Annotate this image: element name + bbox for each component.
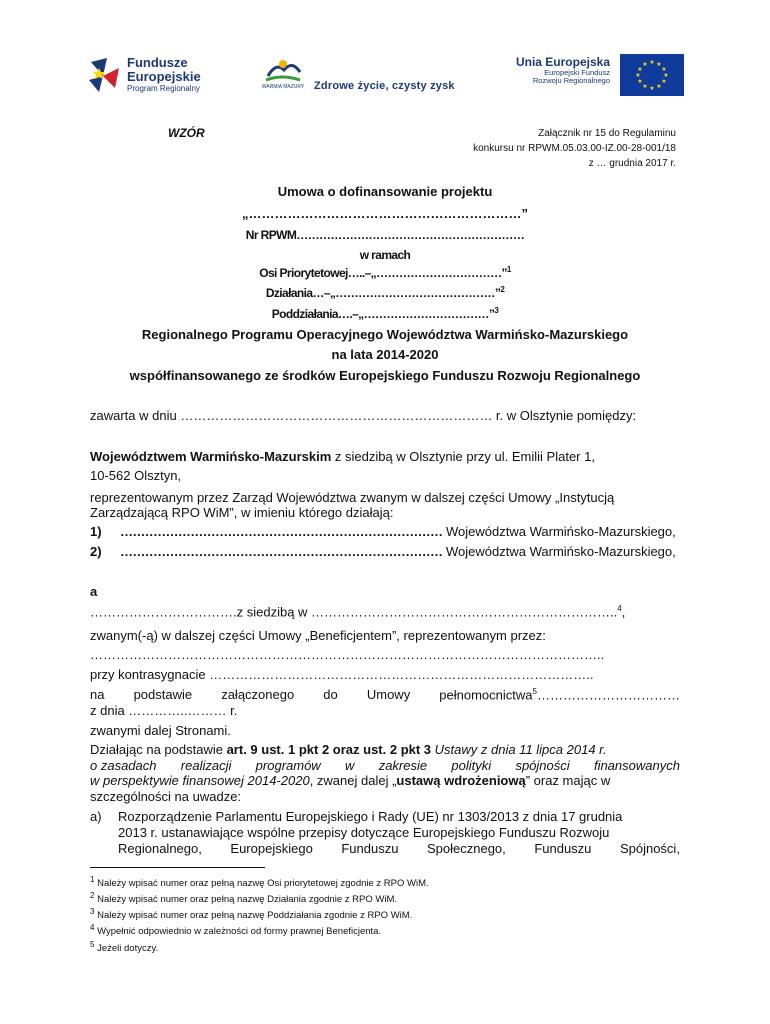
svg-text:★: ★	[661, 78, 667, 85]
title-poddzialanie: Poddziałania….–„……………………………”$^3$	[271, 306, 499, 321]
annex-line1: Załącznik nr 15 do Regulaminu	[538, 128, 676, 139]
eu-name: Unia Europejska	[515, 55, 610, 69]
svg-text:★: ★	[663, 72, 669, 79]
footnote-2: $^2$ Należy wpisać numer oraz pełną nazwę Działania zgodnie z RPO WiM.	[90, 891, 397, 906]
title-program: Regionalnego Programu Operacyjnego Województwa Warmińsko-Mazurskiego	[141, 327, 629, 342]
svg-text:★: ★	[637, 78, 643, 85]
item-a-line1: Rozporządzenie Parlamentu Europejskiego i Rady (UE) nr 1303/2013 z dnia 17 grudnia	[118, 809, 623, 824]
footnotes	[90, 874, 429, 955]
wzor-label: WZÓR	[168, 126, 205, 140]
svg-text:★: ★	[661, 66, 667, 73]
footnote-5: $^5$ Jeżeli dotyczy.	[90, 939, 159, 954]
svg-text:★: ★	[635, 72, 641, 79]
title-project-name: „………………………………………………………”	[242, 206, 528, 221]
annex-note	[420, 126, 676, 171]
title-dzialanie: Działania…–„……………………………………”$^2$	[265, 285, 505, 300]
eu-logo	[498, 54, 688, 96]
footnote-4: $^4$ Wypełnić odpowiednio w zależności od formy prawnej Beneficjenta.	[90, 923, 382, 938]
funds-name: Fundusze Europejskie	[127, 55, 201, 84]
strony-line: zwanymi dalej Stronami.	[90, 723, 231, 738]
item-a-line3: Regionalnego, Europejskiego Funduszu Społecznego, Funduszu Spójności,	[118, 841, 680, 856]
fundusze-europejskie-mark-icon	[85, 54, 123, 94]
representative-dots: ………………………………………………………………………………………………………..	[90, 647, 605, 662]
pelnomocnictwo-line: na podstawie załączonego do Umowy pełnomocnictwa$^5$……………………………	[90, 687, 680, 703]
item-a-line2: 2013 r. ustanawiające wspólne przepisy dotyczące Europejskiego Funduszu Rozwoju	[118, 825, 610, 840]
dzialajac-line3: w perspektywie finansowej 2014-2020, zwanej dalej „ustawą wdrożeniową” oraz mając w	[90, 773, 611, 788]
svg-text:★: ★	[637, 66, 643, 73]
annex-line3: z … grudnia 2017 r.	[588, 158, 676, 169]
title-years: na lata 2014-2020	[331, 347, 439, 362]
kontrasygnata-line: przy kontrasygnacie ……………………………………………………………………………..	[90, 667, 594, 682]
party1-repr-line1: reprezentowanym przez Zarząd Województwa zwanym w dalszej części Umowy „Instytucją	[90, 490, 615, 505]
svg-text:★: ★	[642, 61, 648, 68]
item-a-number: a)	[90, 809, 102, 824]
warmia-mazury-logo	[262, 56, 472, 96]
dzialajac-line2: o zasadach realizacji programów w zakresie polityki spójności finansowanych	[90, 758, 680, 773]
eu-fund-line1: Europejski Fundusz	[544, 68, 610, 78]
svg-text:★: ★	[642, 83, 648, 90]
footnote-3: $^3$ Należy wpisać numer oraz pełną nazwę Poddziałania zgodnie z RPO WiM.	[90, 907, 413, 922]
svg-text:★: ★	[656, 83, 662, 90]
party1-line: Województwem Warmińsko-Mazurskim z siedzibą w Olsztynie przy ul. Emilii Plater 1,	[90, 449, 595, 464]
logo-bar	[0, 48, 770, 104]
party2-seat-line: …………………………….z siedzibą w ……………………………………………………………..$^4$,	[90, 604, 626, 620]
warmia-mazury-mark-icon	[262, 56, 304, 94]
signatory-1: 1) …………………………………………………………………… Województwa Warmińsko-Mazurskiego,	[90, 524, 676, 539]
party1-address: 10-562 Olsztyn,	[90, 468, 182, 483]
funds-subtitle: Program Regionalny	[127, 84, 200, 94]
region-small-label: WARMIA MAZURY	[262, 84, 304, 90]
conjunction-a: a	[90, 584, 98, 599]
eu-flag-icon	[620, 54, 684, 96]
party1-repr-line2: Zarządzającą RPO WiM”, w imieniu którego działają:	[90, 505, 394, 520]
title-cofinancing: współfinansowanego ze środków Europejskiego Funduszu Rozwoju Regionalnego	[129, 368, 641, 383]
footnote-separator	[90, 867, 265, 868]
fundusze-europejskie-logo	[85, 54, 235, 96]
footnote-1: $^1$ Należy wpisać numer oraz pełną nazwę Osi priorytetowej zgodnie z RPO WiM.	[90, 875, 429, 890]
title-w-ramach: w ramach	[359, 248, 411, 262]
region-slogan: Zdrowe życie, czysty zysk	[314, 80, 455, 92]
signatory-2: 2) …………………………………………………………………… Województwa Warmińsko-Mazurskiego,	[90, 544, 676, 559]
z-dnia-line: z dnia …………..……… r.	[90, 703, 238, 718]
dzialajac-line1: Działając na podstawie art. 9 ust. 1 pkt 2 oraz ust. 2 pkt 3 Ustawy z dnia 11 lipca 2014 r.	[90, 742, 607, 757]
zawarta-line: zawarta w dniu ……………………………………………………………… r. w Olsztynie pomiędzy:	[90, 408, 637, 423]
eu-fund-line2: Rozwoju Regionalnego	[532, 76, 610, 86]
beneficjent-line: zwanym(-ą) w dalszej części Umowy „Beneficjentem”, reprezentowanym przez:	[90, 628, 546, 643]
annex-line2: konkursu nr RPWM.05.03.00-IZ.00-28-001/18	[473, 143, 676, 154]
dzialajac-line4: szczególności na uwadze:	[90, 789, 242, 804]
svg-text:★: ★	[649, 85, 655, 92]
svg-text:★: ★	[656, 61, 662, 68]
svg-text:★: ★	[649, 59, 655, 66]
title-line1: Umowa o dofinansowanie projektu	[277, 184, 493, 199]
title-os-priorytetowa: Osi Priorytetowej…..–„……………………………”$^1$	[259, 265, 511, 280]
title-contract-number: Nr RPWM……………………………………………………	[245, 228, 525, 242]
